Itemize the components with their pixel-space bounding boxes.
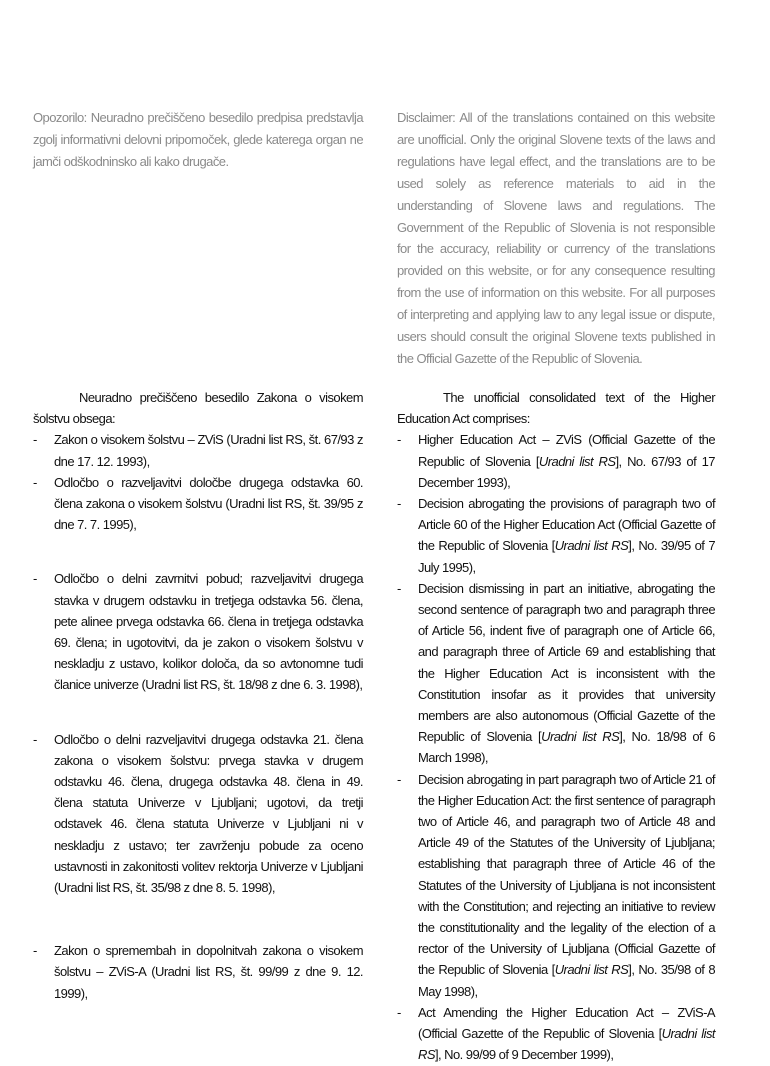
english-item-3: - Decision dismissing in part an initiative, abrogating the second sentence of paragraph two and paragraph three of Article 56, indent five of paragraph one of Article 66, and paragraph three of Article 69 and establishing that the Higher Education Act is inconsistent with the Constitution insofar as it provides that university members are also autonomous (Official Gazette of the Republic of Slovenia [Uradni list RS], No. 18/98 of 6 March 1998), bbox=[397, 578, 715, 769]
slovene-item-2: - Odločbo o razveljavitvi določbe drugega odstavka 60. člena zakona o visokem šolstvu (Uradni list RS, št. 39/95 z dne 7. 7. 1995), bbox=[33, 472, 363, 536]
slovene-list bbox=[33, 429, 363, 1003]
english-item-4: - Decision abrogating in part paragraph two of Article 21 of the Higher Education Act: the first sentence of paragraph two of Article 46, and paragraph two of Article 48 and Article 49 of the Statutes of the University of Ljubljana; establishing that paragraph three of Article 46 of the Statutes of the University of Ljubljana is not inconsistent with the Constitution; and rejecting an initiative to review the constitutionality and the legality of the election of a rector of the University of Ljubljana (Official Gazette of the Republic of Slovenia [Uradni list RS], No. 35/98 of 8 May 1998), bbox=[397, 769, 715, 1002]
english-item-2: - Decision abrogating the provisions of paragraph two of Article 60 of the Higher Education Act (Official Gazette of the Republic of Slovenia [Uradni list RS], No. 39/95 of 7 July 1995), bbox=[397, 493, 715, 578]
slovene-item-5: - Zakon o spremembah in dopolnitvah zakona o visokem šolstvu – ZViS-A (Uradni list RS, št. 99/99 z dne 9. 12. 1999), bbox=[33, 940, 363, 1004]
english-intro: The unofficial consolidated text of the Higher Education Act comprises: bbox=[397, 390, 715, 427]
english-content bbox=[397, 387, 715, 1066]
disclaimer-slovene: Opozorilo: Neuradno prečiščeno besedilo predpisa predstavlja zgolj informativni delovni pripomoček, glede katerega organ ne jamči odškodninsko ali kako drugače. bbox=[33, 110, 363, 169]
english-item-1: - Higher Education Act – ZViS (Official Gazette of the Republic of Slovenia [Uradni list RS], No. 67/93 of 17 December 1993), bbox=[397, 429, 715, 493]
disclaimer-english: Disclaimer: All of the translations contained on this website are unofficial. Only the original Slovene texts of the laws and regulations have legal effect, and the translations are to be used solely as reference materials to aid in the understanding of Slovene laws and regulations. The Government of the Republic of Slovenia is not responsible for the accuracy, reliability or currency of the translations provided on this website, or for any consequence resulting from the use of information on this website. For all purposes of interpreting and applying law to any legal issue or dispute, users should consult the original Slovene texts published in the Official Gazette of the Republic of Slovenia. bbox=[397, 110, 715, 366]
english-list bbox=[397, 429, 715, 1065]
english-item-5: - Act Amending the Higher Education Act – ZViS-A (Official Gazette of the Republic of Slovenia [Uradni list RS], No. 99/99 of 9 December 1999), bbox=[397, 1002, 715, 1066]
slovene-content bbox=[33, 387, 363, 1004]
slovene-item-4: - Odločbo o delni razveljavitvi drugega odstavka 21. člena zakona o visokem šolstvu: prvega stavka v drugem odstavku 46. člena, drugega odstavka 48. člena in 49. člena statuta Univerze v Ljubljani; ugotovi, da tretji odstavek 46. člena statuta Univerze v Ljubljani ni v neskladju z ustavo; ter zavrženju pobude za oceno ustavnosti in zakonitosti volitev rektorja Univerze v Ljubljani (Uradni list RS, št. 35/98 z dne 8. 5. 1998), bbox=[33, 729, 363, 899]
slovene-intro: Neuradno prečiščeno besedilo Zakona o visokem šolstvu obsega: bbox=[33, 390, 363, 427]
slovene-item-1: - Zakon o visokem šolstvu – ZViS (Uradni list RS, št. 67/93 z dne 17. 12. 1993), bbox=[33, 429, 363, 471]
slovene-item-3: - Odločbo o delni zavrnitvi pobud; razveljavitvi drugega stavka v drugem odstavku in tretjega odstavka 56. člena, pete alinee prvega odstavka 66. člena in tretjega odstavka 69. člena; in ugotovitvi, da je zakon o visokem šolstvu v neskladju z ustavo, kolikor določa, da so avtonomne tudi članice univerze (Uradni list RS, št. 18/98 z dne 6. 3. 1998), bbox=[33, 568, 363, 695]
